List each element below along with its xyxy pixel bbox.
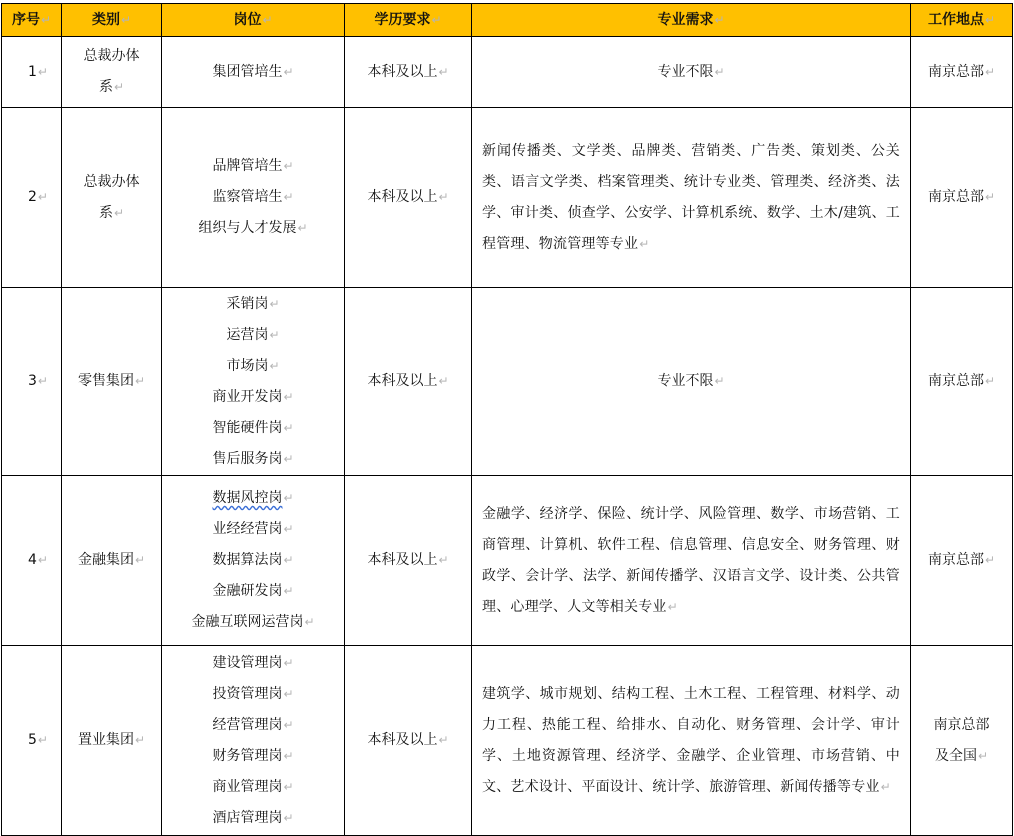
cell-positions: 数据风控岗↵ 业经经营岗↵ 数据算法岗↵ 金融研发岗↵ 金融互联网运营岗↵ — [162, 476, 345, 646]
cell-location: 南京总部 及全国↵ — [911, 646, 1013, 836]
cell-index: 4↵ — [2, 476, 62, 646]
cell-index: 3↵ — [2, 288, 62, 476]
cell-index: 5↵ — [2, 646, 62, 836]
header-major: 专业需求↵ — [472, 4, 911, 37]
cell-major: 专业不限↵ — [472, 288, 911, 476]
recruitment-table — [1, 3, 1013, 836]
header-position: 岗位↵ — [162, 4, 345, 37]
cell-category: 置业集团↵ — [62, 646, 162, 836]
table-row — [2, 476, 1013, 646]
cell-location: 南京总部↵ — [911, 108, 1013, 288]
cell-major: 新闻传播类、文学类、品牌类、营销类、广告类、策划类、公关类、语言文学类、档案管理类、统计专业类、管理类、经济类、法学、审计类、侦查学、公安学、计算机系统、数学、土木/建筑、工程管理、物流管理等专业↵ — [472, 108, 911, 288]
header-index: 序号↵ — [2, 4, 62, 37]
cell-positions: 品牌管培生↵ 监察管培生↵ 组织与人才发展↵ — [162, 108, 345, 288]
header-category: 类别↵ — [62, 4, 162, 37]
cell-education: 本科及以上↵ — [345, 108, 472, 288]
cell-location: 南京总部↵ — [911, 476, 1013, 646]
header-row — [2, 4, 1013, 37]
cell-category: 金融集团↵ — [62, 476, 162, 646]
cell-positions: 集团管培生↵ — [162, 37, 345, 108]
table-row — [2, 108, 1013, 288]
cell-category: 零售集团↵ — [62, 288, 162, 476]
cell-location: 南京总部↵ — [911, 37, 1013, 108]
header-location: 工作地点↵ — [911, 4, 1013, 37]
cell-location: 南京总部↵ — [911, 288, 1013, 476]
cell-positions: 建设管理岗↵ 投资管理岗↵ 经营管理岗↵ 财务管理岗↵ 商业管理岗↵ 酒店管理岗↵ — [162, 646, 345, 836]
cell-education: 本科及以上↵ — [345, 37, 472, 108]
cell-category: 总裁办体 系↵ — [62, 37, 162, 108]
cell-education: 本科及以上↵ — [345, 646, 472, 836]
cell-positions: 采销岗↵ 运营岗↵ 市场岗↵ 商业开发岗↵ 智能硬件岗↵ 售后服务岗↵ — [162, 288, 345, 476]
cell-major: 金融学、经济学、保险、统计学、风险管理、数学、市场营销、工商管理、计算机、软件工程、信息管理、信息安全、财务管理、财政学、会计学、法学、新闻传播学、汉语言文学、设计类、公共管理、心理学、人文等相关专业↵ — [472, 476, 911, 646]
cell-major: 建筑学、城市规划、结构工程、土木工程、工程管理、材料学、动力工程、热能工程、给排水、自动化、财务管理、会计学、审计学、土地资源管理、经济学、金融学、企业管理、市场营销、中文、艺术设计、平面设计、统计学、旅游管理、新闻传播等专业↵ — [472, 646, 911, 836]
table-row — [2, 288, 1013, 476]
cell-education: 本科及以上↵ — [345, 476, 472, 646]
cell-major: 专业不限↵ — [472, 37, 911, 108]
cell-index: 1↵ — [2, 37, 62, 108]
header-education: 学历要求↵ — [345, 4, 472, 37]
cell-education: 本科及以上↵ — [345, 288, 472, 476]
table-row — [2, 646, 1013, 836]
cell-index: 2↵ — [2, 108, 62, 288]
table-row — [2, 37, 1013, 108]
cell-category: 总裁办体 系↵ — [62, 108, 162, 288]
